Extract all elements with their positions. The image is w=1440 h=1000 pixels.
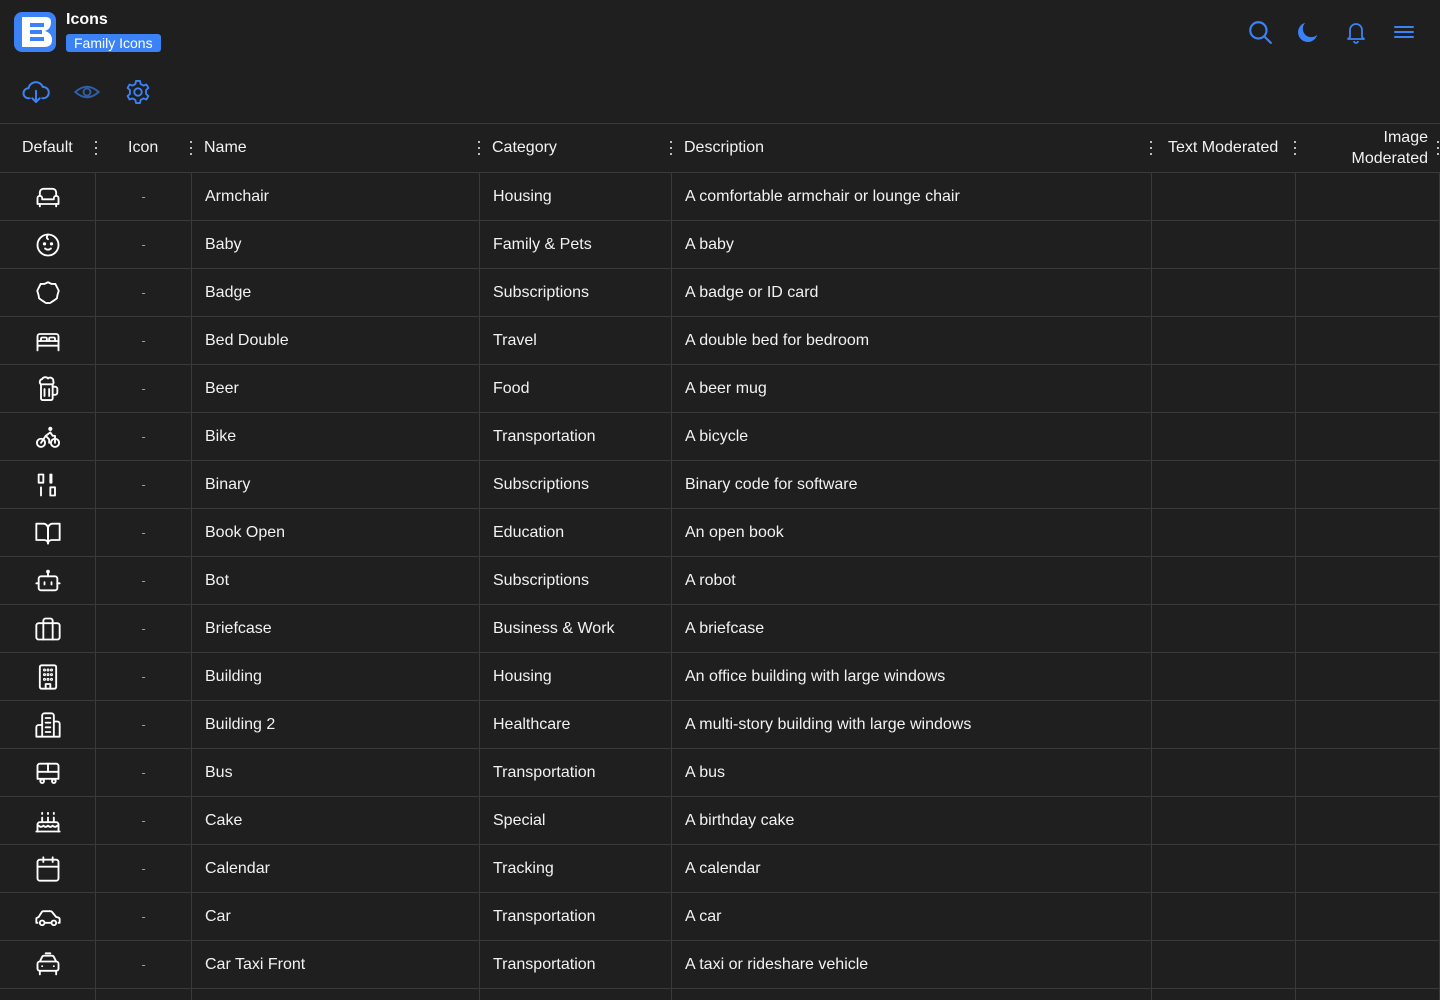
name-cell: Cake (192, 797, 480, 844)
image-moderated-cell (1296, 605, 1440, 652)
icon-cell: - (96, 173, 192, 220)
image-moderated-cell (1296, 557, 1440, 604)
name-cell: Binary (192, 461, 480, 508)
default-icon-cell (0, 365, 96, 412)
image-moderated-cell (1296, 989, 1440, 1000)
icon-cell (96, 989, 192, 1000)
name-cell: Baby (192, 221, 480, 268)
text-moderated-cell (1152, 749, 1296, 796)
table-row[interactable] (0, 365, 1440, 413)
text-moderated-cell (1152, 989, 1296, 1000)
bike-icon (34, 423, 62, 451)
eye-icon[interactable] (71, 76, 103, 108)
table-row[interactable] (0, 221, 1440, 269)
column-header-default[interactable]: Default (22, 139, 73, 156)
description-cell: A birthday cake (672, 797, 1152, 844)
column-header-category[interactable]: Category (492, 139, 557, 156)
description-cell: A double bed for bedroom (672, 317, 1152, 364)
table-row[interactable] (0, 317, 1440, 365)
description-cell: Binary code for software (672, 461, 1152, 508)
category-cell: Housing (480, 653, 672, 700)
default-icon-cell (0, 749, 96, 796)
description-cell: An office building with large windows (672, 653, 1152, 700)
bell-icon[interactable] (1342, 18, 1370, 46)
name-cell: Bike (192, 413, 480, 460)
category-cell: Business & Work (480, 605, 672, 652)
binary-icon (34, 471, 62, 499)
image-moderated-cell (1296, 221, 1440, 268)
icon-cell: - (96, 845, 192, 892)
text-moderated-cell (1152, 413, 1296, 460)
gear-icon[interactable] (122, 76, 154, 108)
category-cell: Transportation (480, 413, 672, 460)
image-moderated-cell (1296, 269, 1440, 316)
image-moderated-cell (1296, 749, 1440, 796)
icon-cell: - (96, 365, 192, 412)
table-row[interactable] (0, 893, 1440, 941)
category-cell: Family & Pets (480, 221, 672, 268)
text-moderated-cell (1152, 653, 1296, 700)
text-moderated-cell (1152, 269, 1296, 316)
icon-cell: - (96, 701, 192, 748)
table-row[interactable] (0, 413, 1440, 461)
table-row[interactable] (0, 797, 1440, 845)
moon-icon[interactable] (1294, 18, 1322, 46)
description-cell: A multi-story building with large windows (672, 701, 1152, 748)
icon-cell: - (96, 893, 192, 940)
name-cell: Book Open (192, 509, 480, 556)
app-title: Icons (66, 11, 108, 28)
category-cell: Food (480, 365, 672, 412)
icon-cell: - (96, 653, 192, 700)
description-cell: An open book (672, 509, 1152, 556)
category-cell: Subscriptions (480, 461, 672, 508)
default-icon-cell (0, 941, 96, 988)
column-menu-icon[interactable] (1293, 141, 1297, 155)
default-icon-cell (0, 989, 96, 1000)
name-cell: Car (192, 893, 480, 940)
building-icon (34, 663, 62, 691)
category-cell: Healthcare (480, 701, 672, 748)
icon-cell: - (96, 509, 192, 556)
category-cell: Transportation (480, 893, 672, 940)
default-icon-cell (0, 269, 96, 316)
search-icon[interactable] (1246, 18, 1274, 46)
default-icon-cell (0, 653, 96, 700)
table-row[interactable] (0, 605, 1440, 653)
table-row[interactable] (0, 701, 1440, 749)
baby-icon (34, 231, 62, 259)
column-menu-icon[interactable] (1149, 141, 1153, 155)
column-header-image-moderated[interactable]: Image Moderated (1351, 129, 1428, 167)
category-cell: Travel (480, 317, 672, 364)
image-moderated-cell (1296, 413, 1440, 460)
text-moderated-cell (1152, 605, 1296, 652)
app-logo[interactable] (14, 12, 56, 52)
image-moderated-cell (1296, 509, 1440, 556)
image-moderated-cell (1296, 461, 1440, 508)
text-moderated-cell (1152, 173, 1296, 220)
cloud-download-icon[interactable] (20, 76, 52, 108)
table-row[interactable] (0, 509, 1440, 557)
table-row[interactable] (0, 845, 1440, 893)
table-row[interactable] (0, 989, 1440, 1000)
category-cell: Subscriptions (480, 557, 672, 604)
image-moderated-cell (1296, 893, 1440, 940)
text-moderated-cell (1152, 797, 1296, 844)
image-moderated-cell (1296, 365, 1440, 412)
default-icon-cell (0, 701, 96, 748)
description-cell: A badge or ID card (672, 269, 1152, 316)
column-header-icon[interactable]: Icon (128, 139, 159, 156)
description-cell: A car (672, 893, 1152, 940)
category-cell: Education (480, 509, 672, 556)
app-header (0, 0, 1440, 64)
name-cell: Armchair (192, 173, 480, 220)
text-moderated-cell (1152, 701, 1296, 748)
default-icon-cell (0, 173, 96, 220)
description-cell: A calendar (672, 845, 1152, 892)
badge-icon (34, 279, 62, 307)
default-icon-cell (0, 221, 96, 268)
icon-cell: - (96, 557, 192, 604)
table-row[interactable] (0, 653, 1440, 701)
table-row[interactable] (0, 557, 1440, 605)
description-cell: A beer mug (672, 365, 1152, 412)
column-menu-icon[interactable] (189, 141, 193, 155)
cake-icon (34, 807, 62, 835)
column-header-text-moderated[interactable]: Text Moderated (1168, 139, 1279, 156)
icon-cell: - (96, 461, 192, 508)
column-menu-icon[interactable] (1436, 141, 1440, 155)
image-moderated-cell (1296, 797, 1440, 844)
category-cell: Special (480, 797, 672, 844)
table-row[interactable] (0, 173, 1440, 221)
text-moderated-cell (1152, 461, 1296, 508)
column-menu-icon[interactable] (94, 141, 98, 155)
name-cell: Bot (192, 557, 480, 604)
icon-cell: - (96, 605, 192, 652)
icons-table (0, 123, 1440, 1000)
icon-cell: - (96, 413, 192, 460)
text-moderated-cell (1152, 317, 1296, 364)
table-row[interactable] (0, 269, 1440, 317)
image-moderated-cell (1296, 317, 1440, 364)
bed-double-icon (34, 327, 62, 355)
toolbar (0, 72, 1440, 112)
name-cell: Calendar (192, 845, 480, 892)
default-icon-cell (0, 557, 96, 604)
bot-icon (34, 567, 62, 595)
text-moderated-cell (1152, 845, 1296, 892)
default-icon-cell (0, 893, 96, 940)
beer-icon (34, 375, 62, 403)
text-moderated-cell (1152, 509, 1296, 556)
default-icon-cell (0, 845, 96, 892)
default-icon-cell (0, 797, 96, 844)
name-cell: Briefcase (192, 605, 480, 652)
category-cell: Subscriptions (480, 269, 672, 316)
column-header-description[interactable]: Description (684, 139, 765, 156)
icon-cell: - (96, 221, 192, 268)
icon-cell: - (96, 797, 192, 844)
default-icon-cell (0, 317, 96, 364)
default-icon-cell (0, 461, 96, 508)
default-icon-cell (0, 413, 96, 460)
category-cell (480, 989, 672, 1000)
description-cell: A bicycle (672, 413, 1152, 460)
text-moderated-cell (1152, 893, 1296, 940)
image-moderated-cell (1296, 173, 1440, 220)
image-moderated-cell (1296, 845, 1440, 892)
column-menu-icon[interactable] (477, 141, 481, 155)
image-moderated-cell (1296, 653, 1440, 700)
armchair-icon (34, 183, 62, 211)
text-moderated-cell (1152, 557, 1296, 604)
text-moderated-cell (1152, 365, 1296, 412)
name-cell: Building 2 (192, 701, 480, 748)
book-open-icon (34, 519, 62, 547)
bus-icon (34, 759, 62, 787)
category-cell: Housing (480, 173, 672, 220)
icon-cell: - (96, 317, 192, 364)
image-moderated-cell (1296, 701, 1440, 748)
calendar-icon (34, 855, 62, 883)
category-cell: Transportation (480, 749, 672, 796)
image-moderated-cell (1296, 941, 1440, 988)
description-cell: A bus (672, 749, 1152, 796)
text-moderated-cell (1152, 221, 1296, 268)
icon-cell: - (96, 941, 192, 988)
briefcase-icon (34, 615, 62, 643)
name-cell: Building (192, 653, 480, 700)
text-moderated-cell (1152, 941, 1296, 988)
building-2-icon (34, 711, 62, 739)
car-taxi-front-icon (34, 951, 62, 979)
family-icons-badge[interactable]: Family Icons (66, 34, 161, 52)
icon-cell: - (96, 749, 192, 796)
column-menu-icon[interactable] (669, 141, 673, 155)
table-row[interactable] (0, 941, 1440, 989)
name-cell: Bus (192, 749, 480, 796)
description-cell: A briefcase (672, 605, 1152, 652)
category-cell: Transportation (480, 941, 672, 988)
name-cell: Car Taxi Front (192, 941, 480, 988)
name-cell: Badge (192, 269, 480, 316)
default-icon-cell (0, 509, 96, 556)
icon-cell: - (96, 269, 192, 316)
description-cell (672, 989, 1152, 1000)
table-row[interactable] (0, 749, 1440, 797)
description-cell: A taxi or rideshare vehicle (672, 941, 1152, 988)
description-cell: A robot (672, 557, 1152, 604)
car-icon (34, 903, 62, 931)
menu-icon[interactable] (1390, 18, 1418, 46)
name-cell: Bed Double (192, 317, 480, 364)
description-cell: A baby (672, 221, 1152, 268)
name-cell (192, 989, 480, 1000)
description-cell: A comfortable armchair or lounge chair (672, 173, 1152, 220)
default-icon-cell (0, 605, 96, 652)
name-cell: Beer (192, 365, 480, 412)
table-row[interactable] (0, 461, 1440, 509)
column-header-name[interactable]: Name (204, 139, 247, 156)
category-cell: Tracking (480, 845, 672, 892)
table-header (0, 124, 1440, 173)
